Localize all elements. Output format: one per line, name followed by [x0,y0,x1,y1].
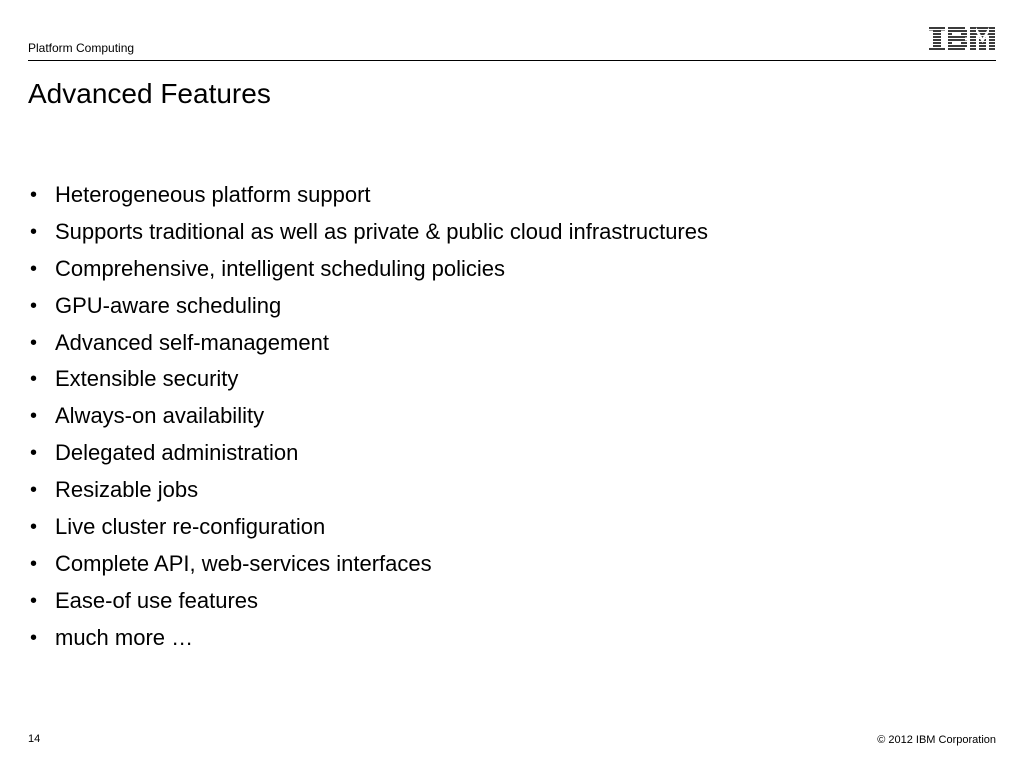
feature-list [28,177,968,657]
logo-stripe [928,39,996,41]
bullet-icon: • [30,552,38,575]
ibm-logo [928,24,996,54]
list-item-text: Live cluster re-configuration [55,514,326,540]
list-item-text: Advanced self-management [55,329,329,355]
copyright-notice: © 2012 IBM Corporation [877,734,996,746]
logo-stripe [928,48,996,50]
bullet-icon: • [30,479,38,502]
list-item [28,546,968,583]
list-item [28,398,968,435]
bullet-icon: • [30,368,38,391]
list-item-text: Always-on availability [55,403,265,429]
page-number: 14 [28,733,41,745]
list-item [28,214,968,251]
bullet-icon: • [30,442,38,465]
list-item-text: Extensible security [55,366,239,392]
bullet-icon: • [30,331,38,354]
header-label: Platform Computing [28,41,135,55]
bullet-icon: • [30,294,38,317]
logo-stripe [928,45,996,47]
bullet-icon: • [30,626,38,649]
list-item [28,177,968,214]
list-item [28,251,968,288]
list-item [28,325,968,362]
logo-stripe [928,42,996,44]
bullet-icon: • [30,589,38,612]
list-item-text: Resizable jobs [55,477,199,503]
list-item-text: Comprehensive, intelligent scheduling policies [55,255,506,281]
list-item [28,361,968,398]
list-item [28,472,968,509]
list-item-text: Complete API, web-services interfaces [55,550,432,576]
bullet-icon: • [30,405,38,428]
list-item-text: GPU-aware scheduling [55,292,282,318]
slide-title: Advanced Features [28,78,271,109]
list-item-text: Delegated administration [55,440,299,466]
list-item-text: Heterogeneous platform support [55,182,371,207]
list-item-text: much more … [55,624,194,650]
list-item [28,288,968,325]
logo-stripe [928,30,996,32]
bullet-icon: • [30,184,38,206]
logo-stripe [928,27,996,29]
list-item-text: Supports traditional as well as private & public cloud infrastructures [55,218,708,244]
list-item [28,509,968,546]
bullet-icon: • [30,516,38,539]
list-item [28,583,968,620]
list-item [28,435,968,472]
bullet-icon: • [30,257,38,280]
header-divider [28,60,996,61]
bullet-icon: • [30,220,38,243]
list-item-text: Ease-of use features [55,587,259,613]
list-item [28,620,968,657]
